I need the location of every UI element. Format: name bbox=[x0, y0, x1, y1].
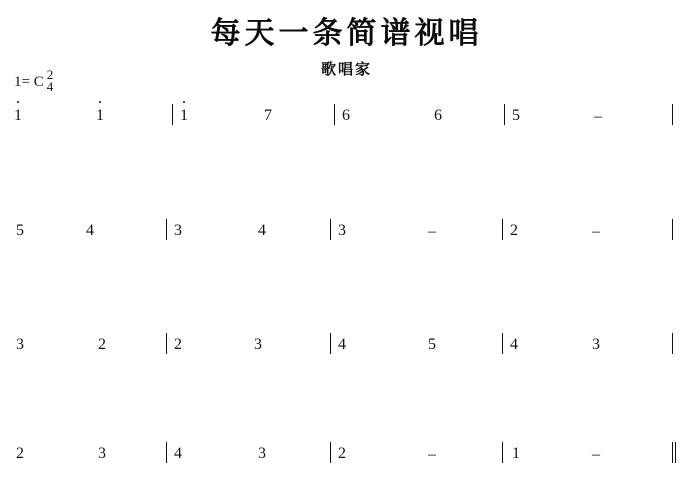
note-3 bbox=[592, 337, 600, 353]
note-glyph: 5 bbox=[428, 336, 436, 353]
music-line-2 bbox=[0, 219, 693, 261]
barline bbox=[330, 219, 331, 240]
barline bbox=[672, 333, 673, 354]
barline bbox=[166, 219, 167, 240]
note-glyph: 6 bbox=[342, 107, 350, 124]
octave-up-dot-icon bbox=[17, 101, 19, 103]
note-glyph: 4 bbox=[338, 336, 346, 353]
note-glyph: 2 bbox=[338, 445, 346, 462]
octave-up-dot-icon bbox=[99, 101, 101, 103]
note-glyph: 1 bbox=[512, 445, 520, 462]
note-glyph: 3 bbox=[98, 445, 106, 462]
note-1 bbox=[96, 108, 104, 124]
barline bbox=[672, 219, 673, 240]
note-4 bbox=[338, 337, 346, 353]
final-barline bbox=[672, 442, 673, 463]
sustain-dash: – bbox=[428, 446, 436, 463]
barline bbox=[672, 104, 673, 125]
note-glyph: 1 bbox=[180, 108, 188, 124]
note-7 bbox=[264, 108, 272, 124]
music-line-4 bbox=[0, 442, 693, 484]
note-glyph: 4 bbox=[258, 222, 266, 239]
note-glyph: 4 bbox=[174, 445, 182, 462]
barline bbox=[330, 333, 331, 354]
page-title: 每天一条简谱视唱 bbox=[210, 17, 483, 50]
note-2 bbox=[510, 223, 518, 239]
page-subtitle: 歌唱家 bbox=[320, 61, 372, 78]
music-line-3 bbox=[0, 333, 693, 375]
note-5 bbox=[16, 223, 24, 239]
note-1 bbox=[14, 108, 22, 124]
note-glyph: 2 bbox=[98, 336, 106, 353]
sheet-music-page bbox=[0, 8, 693, 499]
note-3 bbox=[338, 223, 346, 239]
note-glyph: 2 bbox=[174, 336, 182, 353]
barline bbox=[334, 104, 335, 125]
note-glyph: 5 bbox=[16, 222, 24, 239]
note-1 bbox=[512, 446, 520, 462]
note-4 bbox=[258, 223, 266, 239]
note-4 bbox=[86, 223, 94, 239]
barline bbox=[502, 219, 503, 240]
note-6 bbox=[342, 108, 350, 124]
note-glyph: 2 bbox=[510, 222, 518, 239]
barline bbox=[166, 333, 167, 354]
note-glyph: 3 bbox=[174, 222, 182, 239]
note-glyph: 7 bbox=[264, 107, 272, 124]
note-2 bbox=[174, 337, 182, 353]
sustain-dash: – bbox=[592, 446, 600, 463]
octave-up-dot-icon bbox=[183, 101, 185, 103]
note-3 bbox=[98, 446, 106, 462]
note-glyph: 3 bbox=[254, 336, 262, 353]
note-glyph: 3 bbox=[338, 222, 346, 239]
music-line-1 bbox=[0, 104, 693, 146]
note-glyph: 2 bbox=[16, 445, 24, 462]
barline bbox=[504, 104, 505, 125]
note-6 bbox=[434, 108, 442, 124]
note-glyph: 4 bbox=[510, 336, 518, 353]
sustain-dash: – bbox=[594, 108, 602, 125]
sustain-dash: – bbox=[428, 223, 436, 240]
note-glyph: 3 bbox=[16, 336, 24, 353]
note-4 bbox=[510, 337, 518, 353]
barline bbox=[502, 442, 503, 463]
note-3 bbox=[258, 446, 266, 462]
note-5 bbox=[428, 337, 436, 353]
note-glyph: 3 bbox=[592, 336, 600, 353]
note-2 bbox=[98, 337, 106, 353]
barline bbox=[502, 333, 503, 354]
barline bbox=[172, 104, 173, 125]
note-2 bbox=[16, 446, 24, 462]
note-4 bbox=[174, 446, 182, 462]
note-3 bbox=[174, 223, 182, 239]
note-glyph: 1 bbox=[14, 108, 22, 124]
sustain-dash: – bbox=[592, 223, 600, 240]
note-glyph: 1 bbox=[96, 108, 104, 124]
time-signature-denominator: 4 bbox=[46, 79, 54, 95]
key-label: 1= C bbox=[14, 73, 44, 90]
note-3 bbox=[16, 337, 24, 353]
note-2 bbox=[338, 446, 346, 462]
note-glyph: 4 bbox=[86, 222, 94, 239]
time-signature bbox=[47, 69, 54, 94]
barline bbox=[330, 442, 331, 463]
key-signature bbox=[14, 67, 54, 95]
note-glyph: 6 bbox=[434, 107, 442, 124]
note-3 bbox=[254, 337, 262, 353]
note-glyph: 5 bbox=[512, 107, 520, 124]
barline bbox=[166, 442, 167, 463]
note-1 bbox=[180, 108, 188, 124]
note-5 bbox=[512, 108, 520, 124]
note-glyph: 3 bbox=[258, 445, 266, 462]
time-signature-numerator: 2 bbox=[46, 67, 54, 82]
